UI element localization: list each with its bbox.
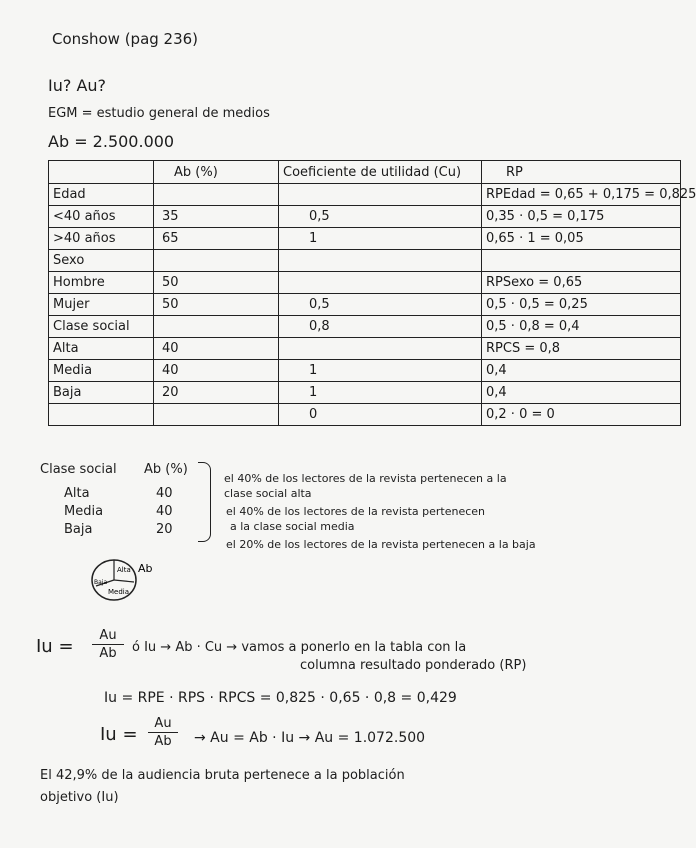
table-row bbox=[49, 316, 681, 338]
rp-cell: 0,65 · 1 = 0,05 bbox=[482, 228, 681, 250]
table-row bbox=[49, 272, 681, 294]
iu2-rest: → Au = Ab · Iu → Au = 1.072.500 bbox=[194, 730, 426, 746]
cu-cell: 0,8 bbox=[279, 316, 482, 338]
column-header: RP bbox=[482, 161, 681, 184]
table-header-row bbox=[49, 161, 681, 184]
cu-cell: 1 bbox=[279, 360, 482, 382]
row-label: Edad bbox=[49, 184, 154, 206]
rp-cell: 0,4 bbox=[482, 360, 681, 382]
cu-cell bbox=[279, 338, 482, 360]
table-row bbox=[49, 228, 681, 250]
column-header: Coeficiente de utilidad (Cu) bbox=[279, 161, 482, 184]
cu-cell: 0,5 bbox=[279, 206, 482, 228]
social-header-ab: Ab (%) bbox=[144, 462, 188, 477]
rp-cell: 0,5 · 0,5 = 0,25 bbox=[482, 294, 681, 316]
column-header bbox=[49, 161, 154, 184]
ab-cell: 65 bbox=[154, 228, 279, 250]
social-label: Media bbox=[64, 504, 104, 519]
row-label: Clase social bbox=[49, 316, 154, 338]
social-header-label: Clase social bbox=[40, 462, 117, 477]
social-label: Baja bbox=[64, 522, 93, 537]
rp-cell: 0,2 · 0 = 0 bbox=[482, 404, 681, 426]
social-value: 40 bbox=[156, 486, 173, 501]
ab-cell bbox=[154, 184, 279, 206]
social-note: el 20% de los lectores de la revista pertenecen a la baja bbox=[226, 538, 536, 551]
ab-total: Ab = 2.500.000 bbox=[48, 132, 175, 151]
cu-cell bbox=[279, 250, 482, 272]
rp-cell: RPSexo = 0,65 bbox=[482, 272, 681, 294]
ab-cell: 50 bbox=[154, 294, 279, 316]
social-note: a la clase social media bbox=[230, 520, 355, 533]
pie-sketch bbox=[90, 556, 160, 608]
pie-label-baja: Baja bbox=[94, 579, 108, 586]
pie-label-ab: Ab bbox=[138, 562, 153, 575]
social-note: el 40% de los lectores de la revista pertenecen bbox=[226, 505, 486, 518]
data-table bbox=[48, 160, 696, 426]
iu-fraction bbox=[92, 628, 124, 661]
pie-label-media: Media bbox=[108, 588, 130, 596]
social-value: 20 bbox=[156, 522, 173, 537]
table-row bbox=[49, 382, 681, 404]
row-label: Alta bbox=[49, 338, 154, 360]
row-label: >40 años bbox=[49, 228, 154, 250]
egm-definition: EGM = estudio general de medios bbox=[48, 106, 270, 121]
iu2-numerator: Au bbox=[154, 716, 172, 731]
social-value: 40 bbox=[156, 504, 173, 519]
table-row bbox=[49, 206, 681, 228]
iu2-fraction bbox=[148, 716, 178, 749]
iu-explanation-2: columna resultado ponderado (RP) bbox=[300, 658, 527, 673]
rp-cell: RPEdad = 0,65 + 0,175 = 0,825 bbox=[482, 184, 681, 206]
table-row bbox=[49, 250, 681, 272]
iu2-denominator: Ab bbox=[154, 734, 172, 749]
fraction-bar bbox=[148, 732, 178, 733]
iu-numerator: Au bbox=[99, 628, 117, 643]
ab-cell: 20 bbox=[154, 382, 279, 404]
iu-denominator: Ab bbox=[99, 646, 117, 661]
rp-cell: RPCS = 0,8 bbox=[482, 338, 681, 360]
iu-lhs: Iu = bbox=[36, 636, 74, 657]
row-label: Hombre bbox=[49, 272, 154, 294]
conclusion-line-2: objetivo (Iu) bbox=[40, 790, 119, 805]
fraction-bar bbox=[92, 644, 124, 645]
ab-cell: 40 bbox=[154, 360, 279, 382]
row-label bbox=[49, 404, 154, 426]
table-row bbox=[49, 184, 681, 206]
pie-divider bbox=[114, 580, 134, 582]
page-title: Conshow (pag 236) bbox=[52, 30, 199, 48]
ab-cell: 35 bbox=[154, 206, 279, 228]
rp-cell: 0,4 bbox=[482, 382, 681, 404]
cu-cell: 1 bbox=[279, 228, 482, 250]
conclusion-line-1: El 42,9% de la audiencia bruta pertenece a la población bbox=[40, 768, 405, 783]
cu-cell: 1 bbox=[279, 382, 482, 404]
column-header: Ab (%) bbox=[154, 161, 279, 184]
ab-cell: 50 bbox=[154, 272, 279, 294]
ab-cell bbox=[154, 316, 279, 338]
row-label: <40 años bbox=[49, 206, 154, 228]
cu-cell: 0,5 bbox=[279, 294, 482, 316]
social-note: clase social alta bbox=[224, 487, 312, 500]
question: Iu? Au? bbox=[48, 76, 107, 95]
ab-cell bbox=[154, 404, 279, 426]
iu-product: Iu = RPE · RPS · RPCS = 0,825 · 0,65 · 0,8 = 0,429 bbox=[104, 690, 457, 706]
ab-cell bbox=[154, 250, 279, 272]
row-label: Baja bbox=[49, 382, 154, 404]
table-row bbox=[49, 404, 681, 426]
table-row bbox=[49, 294, 681, 316]
table-row bbox=[49, 360, 681, 382]
row-label: Sexo bbox=[49, 250, 154, 272]
row-label: Mujer bbox=[49, 294, 154, 316]
pie-label-alta: Alta bbox=[117, 566, 131, 574]
cu-cell bbox=[279, 184, 482, 206]
brace bbox=[198, 462, 211, 542]
social-label: Alta bbox=[64, 486, 90, 501]
rp-cell: 0,35 · 0,5 = 0,175 bbox=[482, 206, 681, 228]
ab-cell: 40 bbox=[154, 338, 279, 360]
iu-explanation: ó Iu → Ab · Cu → vamos a ponerlo en la tabla con la bbox=[132, 640, 467, 655]
table-row bbox=[49, 338, 681, 360]
cu-cell: 0 bbox=[279, 404, 482, 426]
rp-cell bbox=[482, 250, 681, 272]
row-label: Media bbox=[49, 360, 154, 382]
cu-cell bbox=[279, 272, 482, 294]
iu2-lhs: Iu = bbox=[100, 724, 138, 745]
social-note: el 40% de los lectores de la revista pertenecen a la bbox=[224, 472, 507, 485]
rp-cell: 0,5 · 0,8 = 0,4 bbox=[482, 316, 681, 338]
